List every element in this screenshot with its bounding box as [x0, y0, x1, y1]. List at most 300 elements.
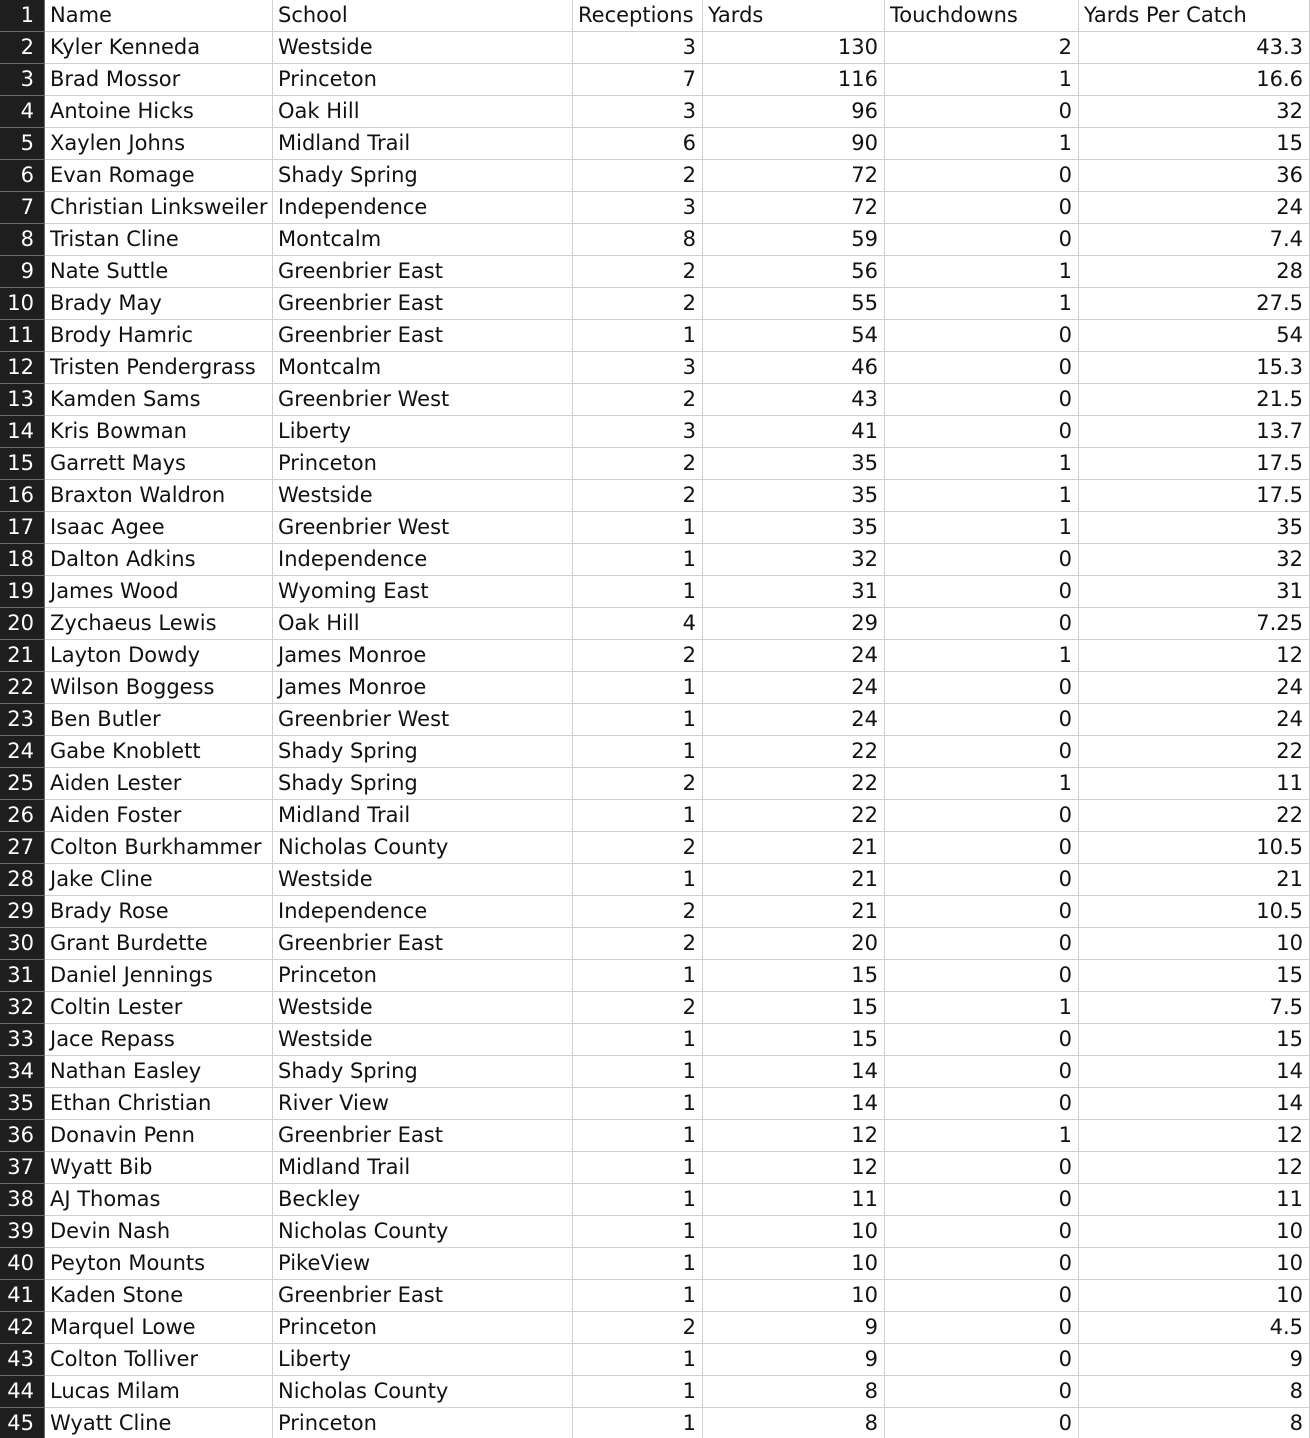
cell-yards-per-catch[interactable]: 32	[1079, 96, 1310, 128]
cell-touchdowns[interactable]: 1	[885, 480, 1079, 512]
cell-touchdowns[interactable]: 0	[885, 384, 1079, 416]
cell-receptions[interactable]: 2	[573, 992, 703, 1024]
cell-yards-per-catch[interactable]: 36	[1079, 160, 1310, 192]
cell-school[interactable]: Princeton	[273, 1408, 573, 1438]
cell-receptions[interactable]: 2	[573, 256, 703, 288]
cell-touchdowns[interactable]: 0	[885, 416, 1079, 448]
row-number[interactable]: 20	[0, 608, 45, 640]
cell-touchdowns[interactable]: 0	[885, 320, 1079, 352]
cell-receptions[interactable]: 1	[573, 544, 703, 576]
cell-school[interactable]: Westside	[273, 480, 573, 512]
cell-yards[interactable]: 35	[703, 512, 885, 544]
cell-touchdowns[interactable]: 0	[885, 864, 1079, 896]
cell-yards-per-catch[interactable]: 7.25	[1079, 608, 1310, 640]
cell-touchdowns[interactable]: 0	[885, 736, 1079, 768]
cell-yards[interactable]: 20	[703, 928, 885, 960]
cell-receptions[interactable]: 1	[573, 576, 703, 608]
cell-receptions[interactable]: 2	[573, 384, 703, 416]
cell-school[interactable]: PikeView	[273, 1248, 573, 1280]
cell-touchdowns[interactable]: 0	[885, 1024, 1079, 1056]
row-number[interactable]: 1	[0, 0, 45, 32]
cell-yards-per-catch[interactable]: 7.5	[1079, 992, 1310, 1024]
row-number[interactable]: 45	[0, 1408, 45, 1438]
cell-receptions[interactable]: 2	[573, 928, 703, 960]
cell-receptions[interactable]: 1	[573, 864, 703, 896]
cell-yards-per-catch[interactable]: 10.5	[1079, 896, 1310, 928]
cell-name[interactable]: Evan Romage	[45, 160, 273, 192]
cell-receptions[interactable]: 1	[573, 1152, 703, 1184]
cell-school[interactable]: Westside	[273, 864, 573, 896]
cell-yards[interactable]: 116	[703, 64, 885, 96]
cell-touchdowns[interactable]: 0	[885, 544, 1079, 576]
row-number[interactable]: 41	[0, 1280, 45, 1312]
cell-yards-per-catch[interactable]: 15	[1079, 128, 1310, 160]
cell-name[interactable]: Brady May	[45, 288, 273, 320]
cell-touchdowns[interactable]: 0	[885, 704, 1079, 736]
cell-yards-per-catch[interactable]: 10	[1079, 1216, 1310, 1248]
cell-receptions[interactable]: 7	[573, 64, 703, 96]
row-number[interactable]: 27	[0, 832, 45, 864]
row-number[interactable]: 26	[0, 800, 45, 832]
cell-school[interactable]: River View	[273, 1088, 573, 1120]
cell-receptions[interactable]: 1	[573, 1088, 703, 1120]
column-header-yards[interactable]: Yards	[703, 0, 885, 32]
cell-yards[interactable]: 130	[703, 32, 885, 64]
cell-yards-per-catch[interactable]: 10.5	[1079, 832, 1310, 864]
cell-school[interactable]: Princeton	[273, 1312, 573, 1344]
cell-touchdowns[interactable]: 0	[885, 1216, 1079, 1248]
column-header-school[interactable]: School	[273, 0, 573, 32]
cell-school[interactable]: Westside	[273, 32, 573, 64]
column-header-name[interactable]: Name	[45, 0, 273, 32]
cell-receptions[interactable]: 4	[573, 608, 703, 640]
row-number[interactable]: 32	[0, 992, 45, 1024]
cell-yards[interactable]: 24	[703, 640, 885, 672]
cell-touchdowns[interactable]: 0	[885, 928, 1079, 960]
cell-touchdowns[interactable]: 0	[885, 1312, 1079, 1344]
cell-touchdowns[interactable]: 0	[885, 1088, 1079, 1120]
cell-yards-per-catch[interactable]: 17.5	[1079, 448, 1310, 480]
cell-yards[interactable]: 22	[703, 768, 885, 800]
cell-receptions[interactable]: 1	[573, 1024, 703, 1056]
cell-school[interactable]: Shady Spring	[273, 1056, 573, 1088]
cell-receptions[interactable]: 3	[573, 416, 703, 448]
row-number[interactable]: 9	[0, 256, 45, 288]
cell-receptions[interactable]: 6	[573, 128, 703, 160]
row-number[interactable]: 13	[0, 384, 45, 416]
cell-yards-per-catch[interactable]: 8	[1079, 1376, 1310, 1408]
cell-name[interactable]: Layton Dowdy	[45, 640, 273, 672]
cell-name[interactable]: Brody Hamric	[45, 320, 273, 352]
cell-receptions[interactable]: 2	[573, 896, 703, 928]
cell-yards[interactable]: 90	[703, 128, 885, 160]
cell-touchdowns[interactable]: 0	[885, 160, 1079, 192]
row-number[interactable]: 25	[0, 768, 45, 800]
cell-receptions[interactable]: 1	[573, 800, 703, 832]
row-number[interactable]: 29	[0, 896, 45, 928]
row-number[interactable]: 39	[0, 1216, 45, 1248]
cell-yards-per-catch[interactable]: 10	[1079, 1280, 1310, 1312]
cell-yards[interactable]: 21	[703, 896, 885, 928]
cell-name[interactable]: Aiden Lester	[45, 768, 273, 800]
row-number[interactable]: 16	[0, 480, 45, 512]
cell-touchdowns[interactable]: 0	[885, 192, 1079, 224]
cell-yards-per-catch[interactable]: 12	[1079, 640, 1310, 672]
cell-receptions[interactable]: 2	[573, 448, 703, 480]
cell-yards[interactable]: 55	[703, 288, 885, 320]
row-number[interactable]: 3	[0, 64, 45, 96]
cell-school[interactable]: Shady Spring	[273, 736, 573, 768]
cell-receptions[interactable]: 1	[573, 1184, 703, 1216]
cell-yards-per-catch[interactable]: 8	[1079, 1408, 1310, 1438]
cell-touchdowns[interactable]: 0	[885, 960, 1079, 992]
cell-name[interactable]: James Wood	[45, 576, 273, 608]
cell-yards[interactable]: 15	[703, 1024, 885, 1056]
row-number[interactable]: 34	[0, 1056, 45, 1088]
cell-yards-per-catch[interactable]: 12	[1079, 1120, 1310, 1152]
cell-receptions[interactable]: 1	[573, 1216, 703, 1248]
cell-yards[interactable]: 35	[703, 480, 885, 512]
cell-receptions[interactable]: 1	[573, 960, 703, 992]
cell-name[interactable]: Peyton Mounts	[45, 1248, 273, 1280]
cell-yards[interactable]: 15	[703, 960, 885, 992]
cell-school[interactable]: Greenbrier East	[273, 288, 573, 320]
row-number[interactable]: 31	[0, 960, 45, 992]
cell-receptions[interactable]: 1	[573, 1344, 703, 1376]
cell-name[interactable]: Wyatt Bib	[45, 1152, 273, 1184]
cell-name[interactable]: Donavin Penn	[45, 1120, 273, 1152]
cell-touchdowns[interactable]: 0	[885, 1248, 1079, 1280]
cell-name[interactable]: Kaden Stone	[45, 1280, 273, 1312]
cell-yards-per-catch[interactable]: 14	[1079, 1088, 1310, 1120]
cell-school[interactable]: Greenbrier East	[273, 928, 573, 960]
cell-yards[interactable]: 9	[703, 1344, 885, 1376]
cell-name[interactable]: Brad Mossor	[45, 64, 273, 96]
cell-receptions[interactable]: 1	[573, 1056, 703, 1088]
cell-yards-per-catch[interactable]: 21	[1079, 864, 1310, 896]
cell-yards-per-catch[interactable]: 17.5	[1079, 480, 1310, 512]
cell-yards-per-catch[interactable]: 24	[1079, 704, 1310, 736]
cell-yards[interactable]: 12	[703, 1120, 885, 1152]
cell-school[interactable]: Nicholas County	[273, 1376, 573, 1408]
cell-yards-per-catch[interactable]: 22	[1079, 736, 1310, 768]
cell-touchdowns[interactable]: 1	[885, 448, 1079, 480]
cell-school[interactable]: Nicholas County	[273, 1216, 573, 1248]
cell-yards-per-catch[interactable]: 43.3	[1079, 32, 1310, 64]
cell-receptions[interactable]: 2	[573, 832, 703, 864]
cell-receptions[interactable]: 1	[573, 736, 703, 768]
cell-yards-per-catch[interactable]: 24	[1079, 672, 1310, 704]
cell-yards-per-catch[interactable]: 54	[1079, 320, 1310, 352]
row-number[interactable]: 17	[0, 512, 45, 544]
cell-receptions[interactable]: 2	[573, 640, 703, 672]
cell-yards-per-catch[interactable]: 4.5	[1079, 1312, 1310, 1344]
cell-name[interactable]: Lucas Milam	[45, 1376, 273, 1408]
cell-touchdowns[interactable]: 0	[885, 1376, 1079, 1408]
cell-name[interactable]: Ben Butler	[45, 704, 273, 736]
cell-yards-per-catch[interactable]: 10	[1079, 928, 1310, 960]
cell-yards[interactable]: 96	[703, 96, 885, 128]
cell-yards[interactable]: 59	[703, 224, 885, 256]
column-header-receptions[interactable]: Receptions	[573, 0, 703, 32]
row-number[interactable]: 24	[0, 736, 45, 768]
row-number[interactable]: 6	[0, 160, 45, 192]
cell-yards-per-catch[interactable]: 16.6	[1079, 64, 1310, 96]
cell-yards-per-catch[interactable]: 10	[1079, 1248, 1310, 1280]
cell-name[interactable]: Devin Nash	[45, 1216, 273, 1248]
row-number[interactable]: 15	[0, 448, 45, 480]
cell-school[interactable]: Montcalm	[273, 352, 573, 384]
cell-receptions[interactable]: 3	[573, 352, 703, 384]
cell-yards-per-catch[interactable]: 27.5	[1079, 288, 1310, 320]
cell-receptions[interactable]: 1	[573, 1408, 703, 1438]
cell-touchdowns[interactable]: 1	[885, 768, 1079, 800]
cell-school[interactable]: Beckley	[273, 1184, 573, 1216]
cell-receptions[interactable]: 1	[573, 512, 703, 544]
cell-name[interactable]: Nathan Easley	[45, 1056, 273, 1088]
row-number[interactable]: 21	[0, 640, 45, 672]
row-number[interactable]: 36	[0, 1120, 45, 1152]
cell-yards[interactable]: 43	[703, 384, 885, 416]
cell-touchdowns[interactable]: 0	[885, 800, 1079, 832]
row-number[interactable]: 11	[0, 320, 45, 352]
cell-school[interactable]: Princeton	[273, 64, 573, 96]
cell-name[interactable]: Christian Linksweiler	[45, 192, 273, 224]
cell-school[interactable]: Westside	[273, 1024, 573, 1056]
cell-yards[interactable]: 8	[703, 1376, 885, 1408]
cell-name[interactable]: Coltin Lester	[45, 992, 273, 1024]
row-number[interactable]: 22	[0, 672, 45, 704]
row-number[interactable]: 40	[0, 1248, 45, 1280]
cell-school[interactable]: Nicholas County	[273, 832, 573, 864]
cell-touchdowns[interactable]: 1	[885, 1120, 1079, 1152]
row-number[interactable]: 43	[0, 1344, 45, 1376]
cell-name[interactable]: Marquel Lowe	[45, 1312, 273, 1344]
row-number[interactable]: 18	[0, 544, 45, 576]
cell-school[interactable]: Greenbrier West	[273, 512, 573, 544]
cell-yards-per-catch[interactable]: 15	[1079, 960, 1310, 992]
cell-touchdowns[interactable]: 0	[885, 832, 1079, 864]
cell-touchdowns[interactable]: 0	[885, 608, 1079, 640]
row-number[interactable]: 30	[0, 928, 45, 960]
cell-school[interactable]: Greenbrier West	[273, 384, 573, 416]
cell-name[interactable]: Xaylen Johns	[45, 128, 273, 160]
row-number[interactable]: 37	[0, 1152, 45, 1184]
row-number[interactable]: 2	[0, 32, 45, 64]
cell-receptions[interactable]: 1	[573, 1120, 703, 1152]
cell-school[interactable]: Wyoming East	[273, 576, 573, 608]
cell-school[interactable]: Liberty	[273, 416, 573, 448]
cell-school[interactable]: Greenbrier East	[273, 256, 573, 288]
row-number[interactable]: 4	[0, 96, 45, 128]
cell-yards[interactable]: 72	[703, 192, 885, 224]
cell-name[interactable]: Antoine Hicks	[45, 96, 273, 128]
cell-receptions[interactable]: 2	[573, 288, 703, 320]
cell-name[interactable]: Ethan Christian	[45, 1088, 273, 1120]
cell-yards-per-catch[interactable]: 28	[1079, 256, 1310, 288]
row-number[interactable]: 23	[0, 704, 45, 736]
row-number[interactable]: 14	[0, 416, 45, 448]
cell-receptions[interactable]: 2	[573, 160, 703, 192]
cell-name[interactable]: Nate Suttle	[45, 256, 273, 288]
cell-yards[interactable]: 10	[703, 1248, 885, 1280]
cell-receptions[interactable]: 1	[573, 1280, 703, 1312]
cell-touchdowns[interactable]: 1	[885, 128, 1079, 160]
cell-touchdowns[interactable]: 0	[885, 1056, 1079, 1088]
cell-yards[interactable]: 14	[703, 1088, 885, 1120]
cell-yards[interactable]: 21	[703, 864, 885, 896]
row-number[interactable]: 35	[0, 1088, 45, 1120]
cell-yards[interactable]: 14	[703, 1056, 885, 1088]
cell-school[interactable]: Westside	[273, 992, 573, 1024]
cell-name[interactable]: Brady Rose	[45, 896, 273, 928]
column-header-yards-per-catch[interactable]: Yards Per Catch	[1079, 0, 1310, 32]
cell-yards[interactable]: 31	[703, 576, 885, 608]
cell-yards[interactable]: 72	[703, 160, 885, 192]
cell-yards[interactable]: 29	[703, 608, 885, 640]
row-number[interactable]: 19	[0, 576, 45, 608]
cell-yards-per-catch[interactable]: 7.4	[1079, 224, 1310, 256]
cell-yards[interactable]: 12	[703, 1152, 885, 1184]
cell-yards[interactable]: 10	[703, 1280, 885, 1312]
cell-yards[interactable]: 8	[703, 1408, 885, 1438]
cell-touchdowns[interactable]: 0	[885, 352, 1079, 384]
cell-name[interactable]: Jake Cline	[45, 864, 273, 896]
cell-school[interactable]: Greenbrier East	[273, 320, 573, 352]
cell-touchdowns[interactable]: 0	[885, 96, 1079, 128]
cell-school[interactable]: Midland Trail	[273, 800, 573, 832]
cell-yards-per-catch[interactable]: 21.5	[1079, 384, 1310, 416]
cell-yards[interactable]: 24	[703, 672, 885, 704]
cell-yards[interactable]: 11	[703, 1184, 885, 1216]
column-header-touchdowns[interactable]: Touchdowns	[885, 0, 1079, 32]
cell-yards-per-catch[interactable]: 35	[1079, 512, 1310, 544]
cell-receptions[interactable]: 3	[573, 192, 703, 224]
cell-yards[interactable]: 10	[703, 1216, 885, 1248]
cell-yards[interactable]: 22	[703, 736, 885, 768]
cell-yards[interactable]: 24	[703, 704, 885, 736]
cell-touchdowns[interactable]: 0	[885, 1344, 1079, 1376]
cell-name[interactable]: Kris Bowman	[45, 416, 273, 448]
cell-receptions[interactable]: 1	[573, 320, 703, 352]
cell-name[interactable]: Colton Burkhammer	[45, 832, 273, 864]
cell-name[interactable]: Garrett Mays	[45, 448, 273, 480]
cell-name[interactable]: Kamden Sams	[45, 384, 273, 416]
cell-school[interactable]: Independence	[273, 192, 573, 224]
cell-school[interactable]: James Monroe	[273, 640, 573, 672]
cell-yards-per-catch[interactable]: 11	[1079, 1184, 1310, 1216]
row-number[interactable]: 10	[0, 288, 45, 320]
cell-yards[interactable]: 15	[703, 992, 885, 1024]
cell-receptions[interactable]: 3	[573, 96, 703, 128]
cell-school[interactable]: James Monroe	[273, 672, 573, 704]
cell-touchdowns[interactable]: 0	[885, 1184, 1079, 1216]
cell-yards-per-catch[interactable]: 15.3	[1079, 352, 1310, 384]
cell-name[interactable]: AJ Thomas	[45, 1184, 273, 1216]
cell-receptions[interactable]: 1	[573, 672, 703, 704]
cell-name[interactable]: Isaac Agee	[45, 512, 273, 544]
cell-school[interactable]: Greenbrier West	[273, 704, 573, 736]
cell-touchdowns[interactable]: 0	[885, 1280, 1079, 1312]
cell-name[interactable]: Dalton Adkins	[45, 544, 273, 576]
cell-school[interactable]: Midland Trail	[273, 1152, 573, 1184]
cell-yards[interactable]: 35	[703, 448, 885, 480]
cell-yards[interactable]: 32	[703, 544, 885, 576]
cell-school[interactable]: Princeton	[273, 448, 573, 480]
cell-school[interactable]: Princeton	[273, 960, 573, 992]
cell-school[interactable]: Oak Hill	[273, 608, 573, 640]
cell-touchdowns[interactable]: 0	[885, 896, 1079, 928]
cell-yards-per-catch[interactable]: 24	[1079, 192, 1310, 224]
cell-name[interactable]: Tristan Cline	[45, 224, 273, 256]
cell-yards-per-catch[interactable]: 9	[1079, 1344, 1310, 1376]
cell-school[interactable]: Montcalm	[273, 224, 573, 256]
cell-yards[interactable]: 21	[703, 832, 885, 864]
row-number[interactable]: 33	[0, 1024, 45, 1056]
cell-yards[interactable]: 9	[703, 1312, 885, 1344]
cell-school[interactable]: Shady Spring	[273, 768, 573, 800]
cell-name[interactable]: Gabe Knoblett	[45, 736, 273, 768]
cell-school[interactable]: Oak Hill	[273, 96, 573, 128]
cell-name[interactable]: Tristen Pendergrass	[45, 352, 273, 384]
cell-receptions[interactable]: 1	[573, 1248, 703, 1280]
cell-yards-per-catch[interactable]: 13.7	[1079, 416, 1310, 448]
row-number[interactable]: 44	[0, 1376, 45, 1408]
cell-name[interactable]: Jace Repass	[45, 1024, 273, 1056]
cell-school[interactable]: Greenbrier East	[273, 1280, 573, 1312]
cell-touchdowns[interactable]: 2	[885, 32, 1079, 64]
cell-yards-per-catch[interactable]: 15	[1079, 1024, 1310, 1056]
cell-touchdowns[interactable]: 1	[885, 640, 1079, 672]
row-number[interactable]: 28	[0, 864, 45, 896]
cell-yards-per-catch[interactable]: 31	[1079, 576, 1310, 608]
cell-name[interactable]: Kyler Kenneda	[45, 32, 273, 64]
row-number[interactable]: 8	[0, 224, 45, 256]
cell-receptions[interactable]: 2	[573, 1312, 703, 1344]
row-number[interactable]: 7	[0, 192, 45, 224]
cell-yards[interactable]: 41	[703, 416, 885, 448]
cell-name[interactable]: Colton Tolliver	[45, 1344, 273, 1376]
cell-school[interactable]: Liberty	[273, 1344, 573, 1376]
cell-name[interactable]: Aiden Foster	[45, 800, 273, 832]
cell-touchdowns[interactable]: 1	[885, 512, 1079, 544]
cell-yards[interactable]: 46	[703, 352, 885, 384]
cell-receptions[interactable]: 3	[573, 32, 703, 64]
row-number[interactable]: 38	[0, 1184, 45, 1216]
cell-school[interactable]: Independence	[273, 544, 573, 576]
cell-name[interactable]: Grant Burdette	[45, 928, 273, 960]
cell-yards-per-catch[interactable]: 14	[1079, 1056, 1310, 1088]
cell-receptions[interactable]: 8	[573, 224, 703, 256]
cell-receptions[interactable]: 2	[573, 768, 703, 800]
cell-yards[interactable]: 22	[703, 800, 885, 832]
cell-receptions[interactable]: 2	[573, 480, 703, 512]
cell-yards-per-catch[interactable]: 12	[1079, 1152, 1310, 1184]
cell-receptions[interactable]: 1	[573, 1376, 703, 1408]
row-number[interactable]: 12	[0, 352, 45, 384]
cell-touchdowns[interactable]: 0	[885, 224, 1079, 256]
cell-school[interactable]: Midland Trail	[273, 128, 573, 160]
cell-receptions[interactable]: 1	[573, 704, 703, 736]
cell-touchdowns[interactable]: 1	[885, 256, 1079, 288]
cell-name[interactable]: Daniel Jennings	[45, 960, 273, 992]
cell-yards-per-catch[interactable]: 11	[1079, 768, 1310, 800]
cell-touchdowns[interactable]: 1	[885, 64, 1079, 96]
cell-school[interactable]: Independence	[273, 896, 573, 928]
cell-touchdowns[interactable]: 1	[885, 288, 1079, 320]
cell-touchdowns[interactable]: 1	[885, 992, 1079, 1024]
cell-yards[interactable]: 54	[703, 320, 885, 352]
